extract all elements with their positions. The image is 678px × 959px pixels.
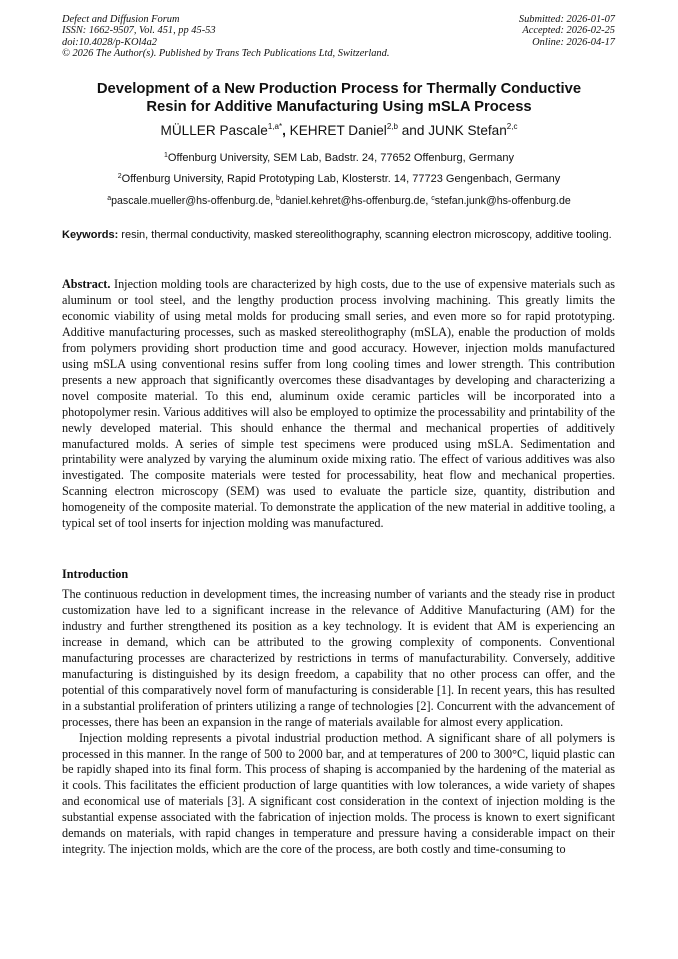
author-2: KEHRET Daniel <box>289 123 387 138</box>
email-b[interactable]: daniel.kehret@hs-offenburg.de, <box>279 195 432 207</box>
intro-paragraph-1: The continuous reduction in development times, the increasing number of variants and the steady rise in product customization have led to a significant increase in the relevance of Additive Manufacturing (AM) for the industry and further strengthened its position as a key technology. It is evident that AM is experiencing an increase in demand, which can be attributed to the growing complexity of components. Conventional manufacturing processes are characterized by restrictions in terms of manufacturability. Conversely, additive manufacturing is distinguished by its design freedom, a capability that no other process can offer, and the potential of this comparatively novel form of manufacturing is considerable [1]. In recent years, this has resulted in a substantial proliferation of printers utilizing a range of technologies [2]. Concurrent with the advancement of processes, there has been an expansion in the range of materials available for almost every application. <box>62 587 615 729</box>
intro-paragraph-2: Injection molding represents a pivotal industrial production method. A significant share of all polymers is processed in this manner. In the range of 500 to 2000 bar, and at temperatures of 200 to 300°C, liquid plastic can be rapidly shaped into its final form. This process of shaping is accompanied by the hardening of the material as it cools. This facilitates the efficient production of large quantities with low tolerances, a wide variety of shapes and economical use of materials [3]. A significant cost consideration in the context of injection molding is the substantial expense associated with the fabrication of injection molds. The process is known to exert significant demands on materials, with rapid changes in temperature and pressure having a considerable impact on their integrity. The injection molds, which are the core of the process, are both costly and time-consuming to <box>62 730 615 857</box>
author-emails <box>20 194 658 208</box>
introduction-heading: Introduction <box>62 567 129 581</box>
affiliation-1-sup: 1 <box>164 152 168 159</box>
header-right <box>425 14 615 48</box>
author-separator: , <box>282 123 290 138</box>
email-a[interactable]: pascale.mueller@hs-offenburg.de, <box>111 195 276 207</box>
journal-name: Defect and Diffusion Forum <box>62 14 180 25</box>
email-c-sup: c <box>431 195 435 202</box>
author-list <box>20 122 658 140</box>
copyright-line: © 2026 The Author(s). Published by Trans Tech Publications Ltd, Switzerland. <box>62 48 390 60</box>
keywords-label: Keywords: <box>62 229 119 241</box>
abstract-block <box>62 277 615 532</box>
affiliation-2-text: Offenburg University, Rapid Prototyping Lab, Klosterstr. 14, 77723 Gengenbach, Germany <box>121 173 561 185</box>
author-1-sup: 1,a* <box>267 122 283 131</box>
author-separator: and <box>397 123 429 138</box>
abstract-text: Injection molding tools are characterized by high costs, due to the use of expensive materials such as aluminum or tool steel, and the lengthy production process involving machining. This greatly limits the economic viability of using metal molds for producing small series, and even more so for rapid prototyping. Additive manufacturing processes, such as masked stereolithography (mSLA), enable the production of molds from polymers providing short production time and good accuracy. However, injection molds manufactured using mSLA using conventional resins suffer from long cooling times and lower strength. This contribution presents a new approach that significantly overcomes these disadvantages by developing and characterizing a novel composite material. To this end, aluminum oxide ceramic particles will be incorporated into a photopolymer resin. Various additives will also be employed to optimize the processability and printability of the newly developed material. This should enhance the thermal and mechanical properties of additively manufactured molds. A series of simple test specimens were produced using mSLA. Sedimentation and printability were analyzed by varying the aluminum oxide mixing ratio. The effect of various additives was also investigated. The composite materials were tested for processability, heat flow and mechanical properties. Scanning electron microscopy (SEM) was used to evaluate the particle size, quantity, distribution and homogeneity of the composite material. To demonstrate the application of the new material in additive tooling, a typical set of tool inserts for injection molding was manufactured. <box>62 277 615 531</box>
issn-line: ISSN: 1662-9507, Vol. 451, pp 45-53 <box>62 25 216 37</box>
author-1: MÜLLER Pascale <box>160 123 268 138</box>
author-3-sup: 2,c <box>506 122 518 131</box>
accepted-date: Accepted: 2026-02-25 <box>522 25 615 37</box>
affiliation-2-sup: 2 <box>117 173 122 180</box>
author-2-sup: 2,b <box>386 122 398 131</box>
abstract-label: Abstract. <box>62 277 111 291</box>
paper-title <box>40 80 638 116</box>
author-3: JUNK Stefan <box>428 123 507 138</box>
submitted-date: Submitted: 2026-01-07 <box>518 14 615 25</box>
affiliation-2 <box>20 172 658 186</box>
introduction-body <box>62 587 615 858</box>
keywords-block <box>62 228 615 242</box>
title-line-2: Resin for Additive Manufacturing Using mSLA Process <box>146 99 532 115</box>
affiliation-1 <box>20 151 658 165</box>
affiliation-1-text: Offenburg University, SEM Lab, Badstr. 24, 77652 Offenburg, Germany <box>167 152 514 164</box>
email-b-sup: b <box>276 195 280 202</box>
doi-line: doi:10.4028/p-KOl4a2 <box>62 36 157 48</box>
email-c[interactable]: stefan.junk@hs-offenburg.de <box>434 195 571 207</box>
title-line-1: Development of a New Production Process for Thermally Conductive <box>96 81 582 97</box>
online-date: Online: 2026-04-17 <box>532 36 615 48</box>
keywords-text: resin, thermal conductivity, masked stereolithography, scanning electron microscopy, additive tooling. <box>118 229 612 241</box>
email-a-sup: a <box>107 195 112 202</box>
